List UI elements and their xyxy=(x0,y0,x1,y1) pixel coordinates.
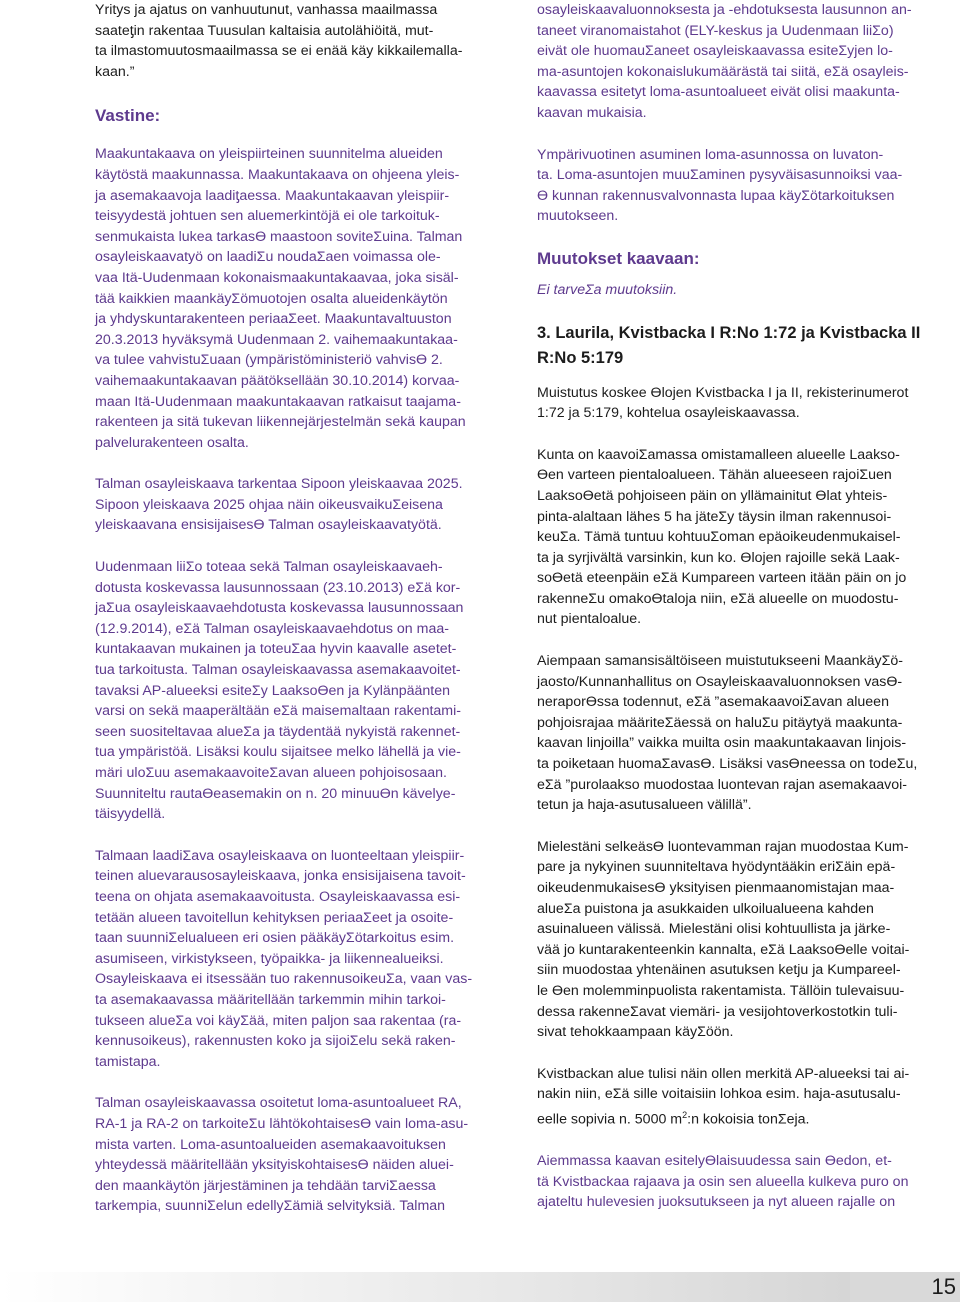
right-paragraph-7-tail: :n kokoisia tonƩeja. xyxy=(687,1111,810,1128)
changes-heading: Muutokset kaavaan: xyxy=(537,248,700,268)
no-changes-note: Ei tarveƩa muutoksiin. xyxy=(537,281,678,298)
left-paragraph-6: Talman osayleiskaavassa osoitetut loma-asuntoalueet RA, RA-1 ja RA-2 on tarkoiteƩu lähtökohtaisesƟ vain loma-asu- mista varten. Loma-asuntoalueiden asemakaavoituksen yhteydessä määritellään yksityiskohtaisesƟ näiden aluei- den maankäytön järjestäminen ja tehdään tarviƩaessa tarkempia, suunniƩelun edellyƩämiä selvityksiä. Talman xyxy=(95,1095,469,1215)
squared-superscript: 2 xyxy=(682,1109,688,1120)
left-paragraph-2: Maakuntakaava on yleispiirteinen suunnitelma alueiden käytöstä maakunnassa. Maakuntakaava on ohjeena yleis- ja asemakaavoja laadiƫaessa. Maakuntakaavan yleispiir- teisyydestä johtuen sen aluemerkintöjä ei ole tarkoituk- senmukaista lukea tarkasƟ maastoon soviteƩuina. Talman osayleiskaavatyö on laadiƩu noudaƩaen voimassa ole- vaa Itä-Uudenmaan kokonaismaakuntakaavaa, joka sisäl- tää kaikkien maankäyƩömuotojen osalta alueidenkäytön ja yhdyskuntarakenteen periaaƩeet. Maakuntavaltuuston 20.3.2013 hyväksymä Uudenmaan 2. vaihemaakuntakaa- va tulee vahvistuƩuaan (ympäristöministeriö vahvisƟ 2. vaihemaakuntakaavan päätöksellään 30.10.2014) korvaa- maan Itä-Uudenmaan maakuntakaavan ratkaisut taajama- rakenteen ja sitä tukevan liikennejärjestelmän sekä kaupan palvelurakenteen osalta. xyxy=(95,146,466,451)
right-paragraph-5: Aiempaan samansisältöiseen muistutukseeni MaankäyƩö- jaosto/Kunnanhallitus on Osayleiskaavaluonnoksen vasƟ- neraporƟssa todennut, eƩä ”asemakaavoiƩavan alueen pohjoisrajaa määriteƩäessä on haluƩu pitäytyä maakunta- kaavan linjoilla” vaikka muilta osin maakuntakaavan linjois- ta poiketaan huomaƩavasƟ. Lisäksi vasƟneessa on todeƩu, eƩä ”purolaakso muodostaa luontevan rajan asemakaavoi- tetun ja haja-asutusalueen välillä”. xyxy=(537,653,918,814)
right-paragraph-4: Kunta on kaavoiƩamassa omistamalleen alueelle Laakso- Ɵen varteen pientaloalueen. Tähän alueeseen rajoiƩuen LaaksoƟetä pohjoiseen päin on yllämainitut Ɵlat yhteis- pinta-alaltaan lähes 5 ha jäteƩy täysin ilman rakennusoi- keuƩa. Tämä tuntuu kohtuuƩoman epäoikeudenmukaisel- ta ja syrjivältä varsinkin, kun ko. Ɵlojen rajoille sekä Laak- soƟetä eteenpäin eƩä Kumpareen varteen itään päin on jo rakenneƩu omakoƟtaloja niin, eƩä alueelle on muodostu- nut pientaloalue. xyxy=(537,446,907,628)
right-paragraph-1: osayleiskaavaluonnoksesta ja -ehdotuksesta lausunnon an- taneet viranomaistahot (ELY-keskus ja Uudenmaan liiƩo) eivät ole huomauƩaneet osayleiskaavassa esiteƩyjen lo- ma-asuntojen kokonaislukumäärästä tai siitä, eƩä osayleis- kaavassa esitetyt loma-asuntoalueet eivät olisi maakunta- kaavan mukaisia. xyxy=(537,2,912,121)
right-paragraph-3: Muistutus koskee Ɵlojen Kvistbacka I ja II, rekisterinumerot 1:72 ja 5:179, kohtelua osayleiskaavassa. xyxy=(537,384,909,422)
left-paragraph-1: Yritys ja ajatus on vanhuutunut, vanhassa maailmassa saateƫin rakentaa Tuusulan kaltaisia autolähiöitä, mut- ta ilmastomuutosmaailmassa se ei enää käy kikkailemalla- kaan.” xyxy=(95,2,463,80)
page-number: 15 xyxy=(931,1274,956,1299)
left-paragraph-3: Talman osayleiskaava tarkentaa Sipoon yleiskaavaa 2025. Sipoon yleiskaava 2025 ohjaa näin oikeusvaikuƩeisena yleiskaavana ensisijaisesƟ Talman osayleiskaavatyötä. xyxy=(95,476,463,534)
right-column xyxy=(537,0,938,1213)
page-number-box xyxy=(850,1272,960,1302)
vastine-heading: Vastine: xyxy=(95,106,161,126)
right-paragraph-2: Ympärivuotinen asuminen loma-asunnossa on luvaton- ta. Loma-asuntojen muuƩaminen pysyväisasunnoiksi vaa- Ɵ kunnan rakennusvalvonnasta lupaa käyƩötarkoituksen muutokseen. xyxy=(537,146,903,225)
right-paragraph-6: Mielestäni selkeäsƟ luontevamman rajan muodostaa Kum- pare ja nykyinen suunniteltava hyödyntääkin eriƩäin epä- oikeudenmukaisesƟ yksityisen pienmaanomistajan maa- alueƩa puistona ja asukkaiden ulkoilualueena kahden asuinalueen välissä. Mielestäni olisi kohtuullista ja järke- vää jo kuntarakenteenkin kannalta, eƩä LaaksoƟelle voitai- siin muodostaa yhtenäinen asutuksen ketju ja Kumpareel- le Ɵen molemminpuolista rakentamista. Tällöin tulevaisuu- dessa rakenneƩavat viemäri- ja vesijohtoverkostotkin tuli- sivat tehokkaampaan käyƩöön. xyxy=(537,838,910,1041)
right-paragraph-7-text: Kvistbackan alue tulisi näin ollen merkitä AP-alueeksi tai ai- nakin niin, eƩä sille voitaisiin lohkoa esim. haja-asutusalu- eelle sopivia n. 5000 m xyxy=(537,1065,910,1128)
footer-bar xyxy=(0,1272,850,1302)
left-paragraph-5: Talmaan laadiƩava osayleiskaava on luonteeltaan yleispiir- teinen aluevarausosayleiskaava, jonka ensisijaisena tavoit- teena on ohjata asemakaavoitusta. Osayleiskaavassa esi- tetään alueen tavoitellun kehityksen periaaƩeet ja osoite- taan suunniƩelualueen eri osien pääkäyƩötarkoitus esim. asumiseen, virkistykseen, työpaikka- ja liikennealueiksi. Osayleiskaava ei itsessään tuo rakennusoikeuƩa, vaan vas- ta asemakaavassa määritellään tarkemmin mihin tarkoi- tukseen alueƩa voi käyƩää, miten paljon saa rakentaa (ra- kennusoikeus), rakennusten koko ja sijoiƩelu sekä raken- tamistapa. xyxy=(95,847,473,1070)
right-paragraph-8: Aiemmassa kaavan esitelyƟlaisuudessa sain Ɵedon, et- tä Kvistbackaa rajaava ja osin sen alueella kulkeva puro on ajateltu hulevesien juoksutukseen ja nyt alueen rajalle on xyxy=(537,1153,909,1211)
section-title: 3. Laurila, Kvistbacka I R:No 1:72 ja Kvistbacka II R:No 5:179 xyxy=(537,323,921,367)
left-column xyxy=(95,0,498,1217)
left-paragraph-4: Uudenmaan liiƩo toteaa sekä Talman osayleiskaavaeh- dotusta koskevassa lausunnossaan (23.10.2013) eƩä kor- jaƩua osayleiskaavaehdotusta koskevassa lausunnossaan (12.9.2014), eƩä Talman osayleiskaavaehdotus on maa- kuntakaavan mukainen ja toteuƩaa hyvin kaavalle asetet- tua tarkoitusta. Talman osayleiskaavassa asemakaavoitet- tavaksi AP-alueeksi esiteƩy LaaksoƟen ja Kylänpäänten varsi on sekä maaperältään eƩä maisemaltaan rakentami- seen suositeltavaa alueƩa ja täydentää nykyistä rakennet- tua ympäristöä. Lisäksi koulu sijaitsee melko lähellä ja vie- märi uloƩuu asemakaavoiteƩavan alueen pohjoisosaan. Suunniteltu rautaƟeasemakin on n. 20 minuuƟn kävelye- täisyydellä. xyxy=(95,559,464,823)
right-paragraph-7 xyxy=(537,1064,938,1131)
